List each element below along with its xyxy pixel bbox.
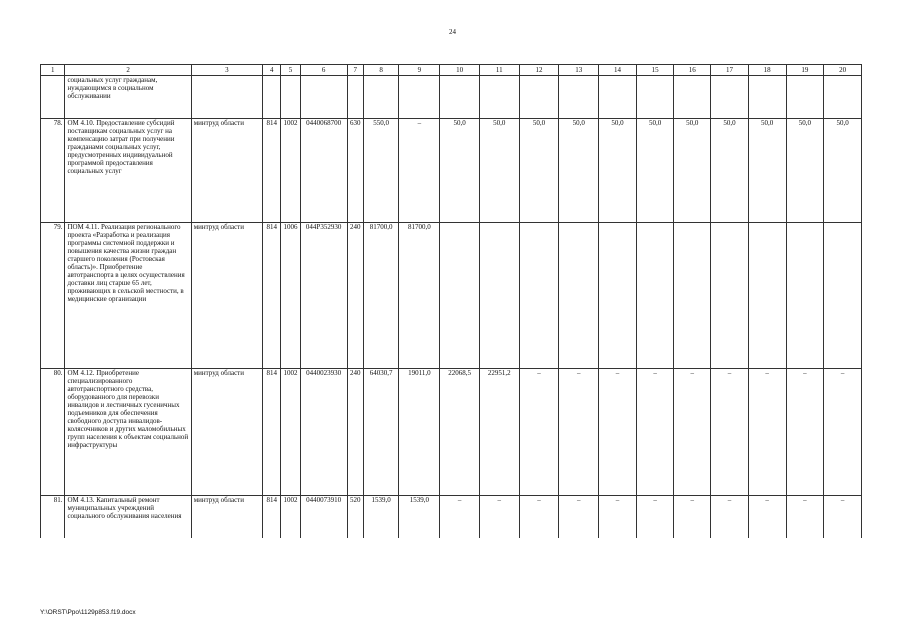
col-16-header: 16 — [674, 65, 711, 76]
col-2-header: 2 — [65, 65, 191, 76]
row-grbs: 814 — [263, 119, 281, 223]
row-year-value: – — [559, 496, 599, 538]
row-year-value: 22951,2 — [479, 369, 519, 496]
row-year-value: 50,0 — [559, 119, 599, 223]
col-14-header: 14 — [599, 65, 637, 76]
col-4-header: 4 — [263, 65, 281, 76]
table-row — [41, 223, 862, 369]
row-number: 80. — [41, 369, 65, 496]
row-year-value: 50,0 — [599, 119, 637, 223]
row-csr: 0440068700 — [300, 119, 347, 223]
row-year-value — [674, 223, 711, 369]
row-vr: 630 — [347, 119, 363, 223]
row-year-2019: – — [399, 119, 440, 223]
row-year-value: – — [519, 369, 559, 496]
row-grbs: 814 — [263, 223, 281, 369]
row-executor: минтруд области — [191, 496, 262, 538]
row-description: ОМ 4.10. Предоставление субсидий поставщикам социальных услуг на компенсацию затрат при получении гражданами социальных услуг, предусмотренных индивидуальной программой предоставления социальных услуг — [65, 119, 191, 223]
col-8-header: 8 — [363, 65, 399, 76]
row-year-value — [824, 223, 862, 369]
row-executor: минтруд области — [191, 369, 262, 496]
row-year-value — [711, 223, 749, 369]
row-csr: 0440023930 — [300, 369, 347, 496]
row-year-value — [636, 223, 674, 369]
row-grbs: 814 — [263, 369, 281, 496]
row-year-value: – — [636, 369, 674, 496]
col-13-header: 13 — [559, 65, 599, 76]
row-year-value: – — [748, 369, 786, 496]
table-row — [41, 496, 862, 538]
row-year-value — [440, 223, 480, 369]
budget-table — [40, 64, 862, 538]
row-year-value — [559, 223, 599, 369]
row-year-value: 50,0 — [636, 119, 674, 223]
col-5-header: 5 — [281, 65, 300, 76]
row-year-value — [599, 223, 637, 369]
col-7-header: 7 — [347, 65, 363, 76]
col-19-header: 19 — [786, 65, 824, 76]
col-1-header: 1 — [41, 65, 65, 76]
page-number: 24 — [449, 28, 456, 36]
row-year-value: – — [479, 496, 519, 538]
row-year-value: 50,0 — [786, 119, 824, 223]
row-year-value: – — [824, 496, 862, 538]
footer-file-path: Y:\ORST\Ppo\1129p853.f19.docx — [40, 609, 136, 616]
row-rzpr: 1002 — [281, 369, 300, 496]
row-year-value: 50,0 — [440, 119, 480, 223]
continuation-description: социальных услуг гражданам, нуждающимся в социальном обслуживании — [65, 76, 191, 119]
row-number: 81. — [41, 496, 65, 538]
row-executor: минтруд области — [191, 119, 262, 223]
row-year-value — [786, 223, 824, 369]
col-10-header: 10 — [440, 65, 480, 76]
row-year-value: 50,0 — [711, 119, 749, 223]
row-year-value: – — [786, 496, 824, 538]
row-year-value: 22068,5 — [440, 369, 480, 496]
row-number: 79. — [41, 223, 65, 369]
row-number: 78. — [41, 119, 65, 223]
row-year-value: – — [636, 496, 674, 538]
row-total: 550,0 — [363, 119, 399, 223]
row-year-value — [519, 223, 559, 369]
column-number-header — [41, 65, 862, 76]
col-11-header: 11 — [479, 65, 519, 76]
row-year-value: – — [711, 369, 749, 496]
row-description: ОМ 4.13. Капитальный ремонт муниципальных учреждений социального обслуживания населения — [65, 496, 191, 538]
row-year-value: 50,0 — [824, 119, 862, 223]
table-row — [41, 119, 862, 223]
row-rzpr: 1006 — [281, 223, 300, 369]
table-row — [41, 369, 862, 496]
row-year-value: 50,0 — [479, 119, 519, 223]
col-18-header: 18 — [748, 65, 786, 76]
row-year-value: – — [440, 496, 480, 538]
row-csr: 044P352930 — [300, 223, 347, 369]
row-description: ПОМ 4.11. Реализация регионального проекта «Разработка и реализация программы системной поддержки и повышения качества жизни граждан старшего поколения (Ростовская область)». Приобретение автотранспорта в целях осуществления доставки лиц старше 65 лет, проживающих в сельской местности, в медицинские организации — [65, 223, 191, 369]
row-year-value — [479, 223, 519, 369]
row-year-value: – — [824, 369, 862, 496]
row-year-value: – — [711, 496, 749, 538]
row-year-value: – — [599, 369, 637, 496]
row-year-value: – — [559, 369, 599, 496]
col-17-header: 17 — [711, 65, 749, 76]
row-total: 1539,0 — [363, 496, 399, 538]
row-year-2019: 19011,0 — [399, 369, 440, 496]
row-year-value: – — [674, 369, 711, 496]
row-year-value — [748, 223, 786, 369]
row-year-value: 50,0 — [748, 119, 786, 223]
row-year-value: – — [674, 496, 711, 538]
col-6-header: 6 — [300, 65, 347, 76]
row-year-value: – — [599, 496, 637, 538]
row-total: 81700,0 — [363, 223, 399, 369]
row-year-value: – — [519, 496, 559, 538]
row-year-value: 50,0 — [519, 119, 559, 223]
row-vr: 240 — [347, 223, 363, 369]
row-year-value: – — [748, 496, 786, 538]
col-15-header: 15 — [636, 65, 674, 76]
row-year-2019: 1539,0 — [399, 496, 440, 538]
row-vr: 240 — [347, 369, 363, 496]
continuation-row — [41, 76, 862, 119]
row-rzpr: 1002 — [281, 496, 300, 538]
col-9-header: 9 — [399, 65, 440, 76]
row-total: 64030,7 — [363, 369, 399, 496]
row-year-2019: 81700,0 — [399, 223, 440, 369]
col-20-header: 20 — [824, 65, 862, 76]
row-year-value: 50,0 — [674, 119, 711, 223]
row-csr: 0440073910 — [300, 496, 347, 538]
row-executor: минтруд области — [191, 223, 262, 369]
row-vr: 520 — [347, 496, 363, 538]
col-3-header: 3 — [191, 65, 262, 76]
row-description: ОМ 4.12. Приобретение специализированного автотранспортного средства, оборудованного для перевозки инвалидов и лестничных гусеничных подъемников для обеспечения свободного доступа инвалидов-колясочников и других маломобильных групп населения к объектам социальной инфраструктуры — [65, 369, 191, 496]
row-rzpr: 1002 — [281, 119, 300, 223]
col-12-header: 12 — [519, 65, 559, 76]
row-year-value: – — [786, 369, 824, 496]
row-grbs: 814 — [263, 496, 281, 538]
